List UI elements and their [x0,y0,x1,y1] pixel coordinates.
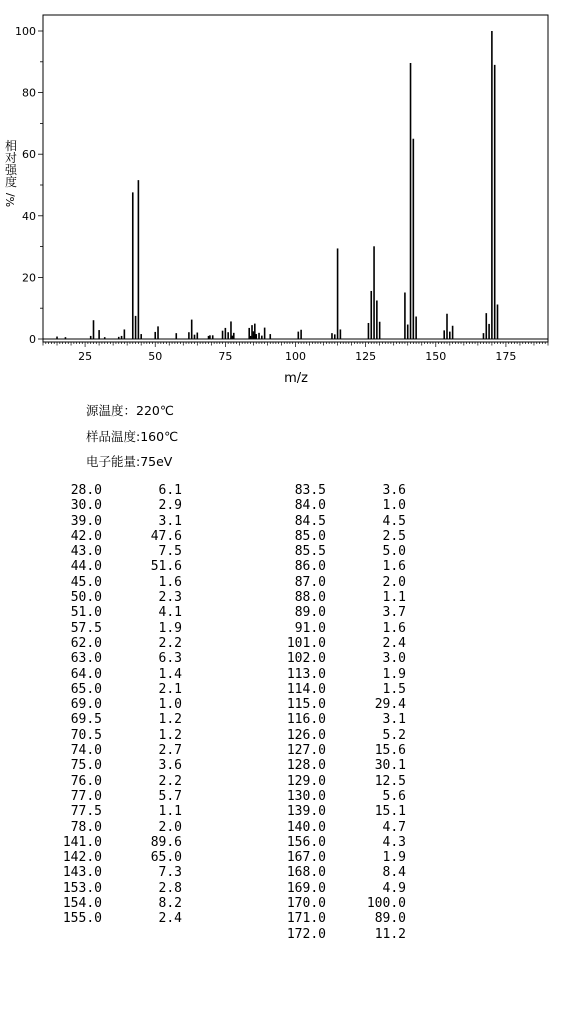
peak-intensity: 1.0 [158,697,182,713]
source-temperature: 源温度：220℃ [86,403,174,418]
peak-intensity: 1.9 [382,666,406,682]
peak-intensity: 3.7 [382,605,406,621]
peak-mz: 154.0 [62,896,102,912]
peak-row [42,529,182,544]
peak-intensity: 47.6 [150,528,182,544]
peak-mz: 101.0 [286,635,326,651]
peak-intensity: 2.4 [158,911,182,927]
peak-mz: 87.0 [294,574,326,590]
y-tick-label: 0 [29,333,36,346]
peak-row [42,774,182,789]
peak-mz: 50.0 [70,590,102,606]
peak-intensity: 2.3 [158,590,182,606]
y-tick-label: 20 [22,271,36,285]
peak-mz: 78.0 [70,819,102,835]
peak-mz: 77.5 [70,804,102,820]
x-tick-label: 125 [355,350,377,363]
peak-row [266,896,406,911]
peak-mz: 64.0 [70,666,102,682]
peak-row [266,850,406,865]
peak-row [42,544,182,559]
peak-mz: 51.0 [70,605,102,621]
peak-mz: 74.0 [70,743,102,759]
peak-intensity: 3.1 [158,513,182,529]
peak-mz: 62.0 [70,635,102,651]
peak-mz: 139.0 [286,804,326,820]
peak-intensity: 4.1 [158,605,182,621]
peak-intensity: 4.9 [382,880,406,896]
peak-intensity: 11.2 [374,926,406,942]
peak-row [266,529,406,544]
y-tick-label: 40 [22,209,36,223]
peak-row [42,865,182,880]
peak-intensity: 15.6 [374,743,406,759]
peak-mz: 128.0 [286,758,326,774]
peak-mz: 75.0 [70,758,102,774]
peak-row [42,483,182,498]
x-tick-label: 175 [495,350,517,363]
peak-mz: 42.0 [70,528,102,544]
x-axis-ticks [43,342,548,363]
peak-row [266,712,406,727]
peak-row [266,636,406,651]
peak-mz: 76.0 [70,773,102,789]
peak-mz: 114.0 [286,681,326,697]
peak-mz: 63.0 [70,651,102,667]
peak-intensity: 15.1 [374,804,406,820]
peak-row [266,514,406,529]
peak-row [266,621,406,636]
peak-row [266,682,406,697]
peak-row [42,605,182,620]
peak-mz: 155.0 [62,911,102,927]
peak-intensity: 12.5 [374,773,406,789]
peak-mz: 89.0 [294,605,326,621]
peak-row [42,651,182,666]
peak-mz: 43.0 [70,544,102,560]
peak-table-left [42,483,182,927]
peak-mz: 116.0 [286,712,326,728]
y-tick-label: 60 [22,148,36,162]
peak-intensity: 30.1 [374,758,406,774]
peak-mz: 28.0 [70,483,102,498]
peak-intensity: 2.9 [158,498,182,514]
peak-intensity: 2.5 [382,528,406,544]
peak-mz: 77.0 [70,788,102,804]
peak-intensity: 1.5 [382,681,406,697]
x-tick-label: 75 [218,350,233,363]
peak-intensity: 1.1 [382,590,406,606]
peak-mz: 156.0 [286,834,326,850]
peak-mz: 126.0 [286,727,326,743]
peak-row [42,881,182,896]
peak-row [266,667,406,682]
peak-intensity: 2.2 [158,773,182,789]
peak-intensity: 4.5 [382,513,406,529]
peak-intensity: 2.7 [158,743,182,759]
peak-mz: 113.0 [286,666,326,682]
peak-row [42,835,182,850]
peak-intensity: 6.3 [158,651,182,667]
peak-intensity: 89.6 [150,834,182,850]
peak-row [42,758,182,773]
peak-row [266,559,406,574]
peak-mz: 170.0 [286,896,326,912]
peak-mz: 169.0 [286,880,326,896]
peak-mz: 102.0 [286,651,326,667]
peak-mz: 141.0 [62,834,102,850]
peak-mz: 30.0 [70,498,102,514]
peak-mz: 83.5 [294,483,326,498]
peak-intensity: 2.8 [158,880,182,896]
peak-mz: 84.0 [294,498,326,514]
peak-row [266,774,406,789]
peak-intensity: 2.4 [382,635,406,651]
peak-row [42,789,182,804]
peak-mz: 69.0 [70,697,102,713]
peak-mz: 140.0 [286,819,326,835]
peak-mz: 127.0 [286,743,326,759]
peak-mz: 65.0 [70,681,102,697]
peak-row [266,865,406,880]
peak-row [266,927,406,942]
peak-row [266,743,406,758]
peak-row [266,804,406,819]
sample-temperature: 样品温度:160℃ [86,428,179,444]
peak-intensity: 1.4 [158,666,182,682]
peak-row [42,682,182,697]
peak-intensity: 4.3 [382,834,406,850]
peak-row [266,483,406,498]
electron-energy: 电子能量:75eV [86,454,173,469]
peak-row [266,835,406,850]
x-tick-label: 25 [78,350,93,363]
peak-row [266,575,406,590]
peak-row [266,605,406,620]
peak-row [42,575,182,590]
peak-row [266,789,406,804]
peak-mz: 115.0 [286,697,326,713]
peak-intensity: 1.6 [158,574,182,590]
peak-intensity: 5.7 [158,788,182,804]
peak-mz: 129.0 [286,773,326,789]
peak-row [42,621,182,636]
y-axis-unit: %/ [4,192,17,208]
peak-row [266,697,406,712]
peak-row [266,820,406,835]
peak-mz: 172.0 [286,926,326,942]
peak-intensity: 5.6 [382,788,406,804]
x-axis-label: m/z [284,371,308,386]
peak-intensity: 51.6 [150,559,182,575]
peak-row [42,667,182,682]
peak-row [266,881,406,896]
peak-intensity: 8.4 [382,865,406,881]
peak-intensity: 1.9 [158,620,182,636]
peak-row [42,804,182,819]
peak-intensity: 1.0 [382,498,406,514]
peak-mz: 45.0 [70,574,102,590]
x-tick-label: 50 [148,350,163,363]
peak-intensity: 29.4 [374,697,406,713]
peak-mz: 153.0 [62,880,102,896]
peak-intensity: 4.7 [382,819,406,835]
peak-intensity: 1.9 [382,850,406,866]
peak-mz: 39.0 [70,513,102,529]
peak-mz: 85.0 [294,528,326,544]
peak-row [266,911,406,926]
peak-row [42,911,182,926]
peak-row [42,636,182,651]
y-axis-label [2,140,20,206]
peak-intensity: 89.0 [374,911,406,927]
peak-mz: 44.0 [70,559,102,575]
peak-mz: 171.0 [286,911,326,927]
peak-row [42,728,182,743]
peak-row [42,697,182,712]
peak-intensity: 2.2 [158,635,182,651]
peak-mz: 84.5 [294,513,326,529]
peak-mz: 57.5 [70,620,102,636]
peak-intensity: 3.6 [158,758,182,774]
peak-mz: 85.5 [294,544,326,560]
plot-frame [43,15,548,342]
peak-row [266,498,406,513]
peak-intensity: 3.6 [382,483,406,498]
peak-intensity: 1.6 [382,620,406,636]
peak-intensity: 5.0 [382,544,406,560]
peak-intensity: 5.2 [382,727,406,743]
peak-intensity: 1.2 [158,727,182,743]
peak-mz: 91.0 [294,620,326,636]
peak-row [42,712,182,727]
mass-spectrum-chart [0,0,570,390]
peak-mz: 168.0 [286,865,326,881]
peak-intensity: 65.0 [150,850,182,866]
y-tick-label: 80 [22,86,36,100]
x-tick-label: 100 [285,350,306,363]
y-tick-label: 100 [15,25,36,38]
peak-intensity: 2.0 [158,819,182,835]
peak-intensity: 6.1 [158,483,182,498]
peak-intensity: 100.0 [366,896,406,912]
x-tick-label: 150 [425,350,447,363]
peak-row [266,728,406,743]
peak-table-right [266,483,406,942]
peak-row [266,758,406,773]
peak-row [42,590,182,605]
peak-intensity: 2.1 [158,681,182,697]
peak-mz: 69.5 [70,712,102,728]
peak-row [266,544,406,559]
peak-mz: 86.0 [294,559,326,575]
y-axis-label-text: 相对强度 [4,139,17,189]
peak-row [266,590,406,605]
peak-intensity: 7.3 [158,865,182,881]
peak-row [42,498,182,513]
peak-row [42,743,182,758]
peak-row [42,559,182,574]
experiment-conditions [86,398,178,475]
peak-intensity: 7.5 [158,544,182,560]
peak-mz: 167.0 [286,850,326,866]
peak-intensity: 3.0 [382,651,406,667]
peak-intensity: 1.2 [158,712,182,728]
spectrum-peaks [43,31,548,339]
peak-row [266,651,406,666]
peak-mz: 70.5 [70,727,102,743]
peak-mz: 130.0 [286,788,326,804]
peak-mz: 143.0 [62,865,102,881]
peak-mz: 88.0 [294,590,326,606]
peak-intensity: 1.1 [158,804,182,820]
peak-intensity: 1.6 [382,559,406,575]
peak-intensity: 8.2 [158,896,182,912]
peak-intensity: 2.0 [382,574,406,590]
peak-row [42,514,182,529]
peak-row [42,896,182,911]
peak-intensity: 3.1 [382,712,406,728]
peak-row [42,820,182,835]
peak-mz: 142.0 [62,850,102,866]
peak-row [42,850,182,865]
